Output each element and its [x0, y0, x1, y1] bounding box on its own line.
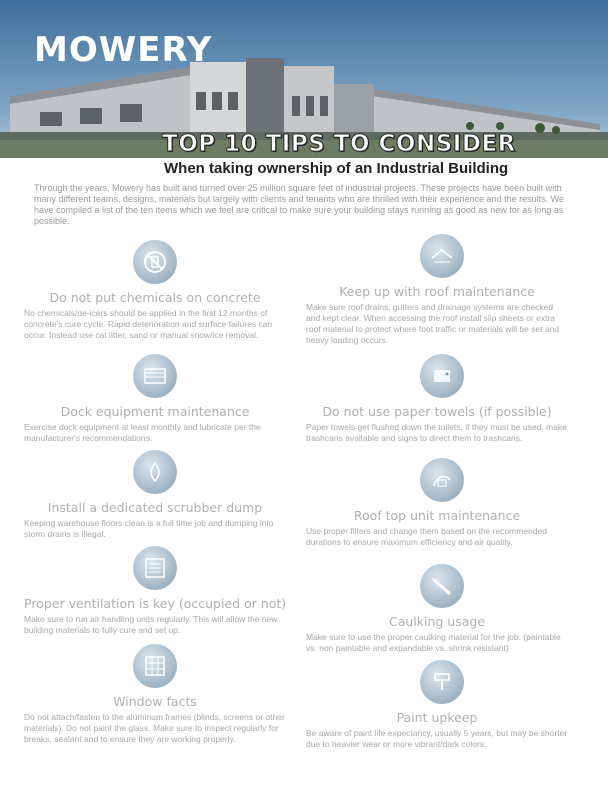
window-icon [133, 644, 177, 688]
tip-paper-towels [306, 354, 568, 444]
scrubber-icon [133, 450, 177, 494]
tip-body: No chemicals/de-icers should be applied in the first 12 months of concrete's cure cycle. Rapid deterioration and surface failures can occur. Instead use cat litter, sand or manual snow/ice removal. [24, 308, 273, 340]
caulking-icon [420, 564, 464, 608]
tip-title: Proper ventilation is key (occupied or not) [24, 596, 287, 611]
tip-caulking [306, 564, 568, 654]
paper-towel-icon [420, 354, 464, 398]
tip-title: Do not use paper towels (if possible) [322, 404, 552, 419]
tip-title: Caulking usage [388, 614, 486, 629]
tip-title: Window facts [113, 694, 197, 709]
tip-body: Make sure to run air handling units regularly. This will allow the new building materials to fully cure and set up. [24, 614, 278, 635]
tip-body: Use proper filters and change them based on the recommended durations to ensure maximum efficiency and air quality. [306, 526, 547, 547]
tip-body: Make sure to use the proper caulking material for the job. (paintable vs. non paintable and expandable vs. shrink resistant) [306, 632, 561, 653]
ventilation-icon [133, 546, 177, 590]
tip-dock [24, 354, 286, 444]
tip-scrubber [24, 450, 286, 540]
tip-title: Keep up with roof maintenance [339, 284, 535, 299]
tip-title: Install a dedicated scrubber dump [47, 500, 263, 515]
tip-title: Dock equipment maintenance [60, 404, 250, 419]
tip-window [24, 644, 286, 745]
roof-icon [420, 234, 464, 278]
rooftop-unit-icon [420, 458, 464, 502]
intro-paragraph: Through the years, Mowery has built and turned over 25 million square feet of industrial projects. These projects have been built with many different teams, designs, materials but largely with clients and tenants who are thrilled with their experience and the results. We have compiled a list of the ten items which we feel are critical to make sure your building stays running as good as new for as long as possible. [34, 183, 564, 226]
tip-title: Paint upkeep [396, 710, 478, 725]
tip-body: Make sure roof drains, gutters and drainage systems are checked and kept clear. When accessing the roof install slip sheets or extra roof material to protect where foot traffic or materials will be set and heavy loading occurs. [306, 302, 560, 345]
page-header [162, 130, 608, 158]
tip-body: Exercise dock equipment at least monthly and lubricate per the manufacturer's recommendations. [24, 422, 261, 443]
paint-icon [420, 660, 464, 704]
tip-chemicals [24, 240, 286, 341]
page-title: TOP 10 TIPS TO CONSIDER [162, 131, 516, 157]
mowery-logo: MOWERY [34, 30, 213, 70]
tip-title: Roof top unit maintenance [353, 508, 521, 523]
tip-roof [306, 234, 568, 346]
tip-ventilation [24, 546, 286, 636]
dock-icon [133, 354, 177, 398]
no-chemicals-icon [133, 240, 177, 284]
tip-rooftop-unit [306, 458, 568, 548]
tip-body: Keeping warehouse floors clean is a full time job and dumping into storm drains is illegal. [24, 518, 274, 539]
tip-title: Do not put chemicals on concrete [49, 290, 261, 305]
tip-paint [306, 660, 568, 750]
tip-body: Do not attach/fasten to the aluminum frames (blinds, screens or other materials). Do not paint the glass. Make sure to inspect regularly for breaks, sealant and to ensure they are working properly. [24, 712, 285, 744]
tip-body: Be aware of paint life expectancy, usually 5 years, but may be shorter due to heavier wear or more vibrant/dark colors. [306, 728, 568, 749]
page-subtitle: When taking ownership of an Industrial Building [164, 160, 509, 177]
tip-body: Paper towels get flushed down the toilets, if they must be used, make trashcans available and signs to direct them to trashcans. [306, 422, 567, 443]
